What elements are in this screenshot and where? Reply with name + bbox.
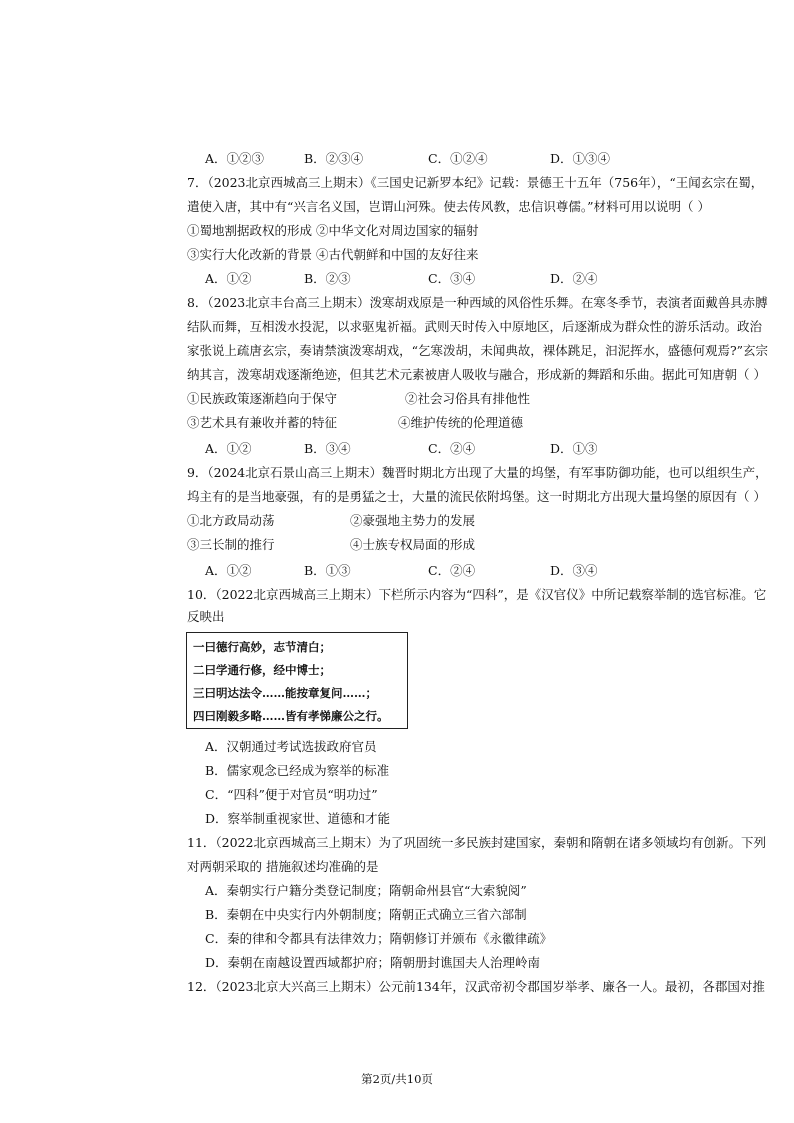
- q10-option-c: C．“四科”便于对官员“明功过”: [205, 787, 378, 802]
- q8-item: ②社会习俗具有排他性: [405, 391, 531, 406]
- q9-item: ④士族专权局面的形成: [350, 537, 476, 552]
- q11-option-b: B．秦朝在中央实行内外朝制度；隋朝正式确立三省六部制: [205, 907, 527, 922]
- q7-stem-line: 7．（2023北京西城高三上期末）《三国史记新罗本纪》记载：景德王十五年（756年），“王闻玄宗在蜀，: [187, 175, 764, 190]
- box-line: 三曰明达法令……能按章复问……；: [193, 686, 377, 700]
- q8-stem-line: 纳其言，泼寒胡戏逐渐绝迹，但其艺术元素被唐人吸收与融合，形成新的舞蹈和乐曲。据此可知唐朝（ ）: [187, 367, 766, 382]
- q8-option-a: A．①②: [205, 441, 252, 456]
- q8-option-c: C．②④: [428, 441, 476, 456]
- q9-stem-line: 9．（2024北京石景山高三上期末）魏晋时期北方出现了大量的坞堡，有军事防御功能，也可以组织生产，: [187, 465, 768, 480]
- q10-option-d: D．察举制重视家世、道德和才能: [205, 811, 391, 826]
- four-categories-box: [186, 632, 408, 729]
- q8-stem-line: 结队而舞，互相泼水投泥，以求驱鬼祈福。武则天时传入中原地区，后逐渐成为群众性的游乐活动。政治: [187, 319, 763, 334]
- q10-option-b: B．儒家观念已经成为察举的标准: [205, 763, 390, 778]
- q12-stem-line: 12．（2023北京大兴高三上期末）公元前134年，汉武帝初令郡国岁举孝、廉各一人。最初，各郡国对推: [187, 979, 765, 994]
- q6-option-a: A．①②③: [205, 151, 265, 166]
- q9-item: ③三长制的推行: [187, 537, 275, 552]
- q9-stem-line: 坞主有的是当地豪强，有的是勇猛之士，大量的流民依附坞堡。这一时期北方出现大量坞堡的原因有（ ）: [187, 489, 766, 504]
- q9-option-c: C．②④: [428, 563, 476, 578]
- box-line: 二曰学通行修，经中博士；: [193, 663, 331, 677]
- box-line: 四曰刚毅多略……皆有孝悌廉公之行。: [193, 709, 389, 723]
- q11-stem-line: 对两朝采取的 措施叙述均准确的是: [187, 859, 379, 874]
- q7-option-c: C．③④: [428, 271, 476, 286]
- q8-option-b: B．③④: [304, 441, 351, 456]
- q7-option-b: B．②③: [304, 271, 351, 286]
- box-line: 一曰德行高妙，志节清白；: [193, 640, 331, 654]
- q6-option-c: C．①②④: [428, 151, 488, 166]
- q9-option-a: A．①②: [205, 563, 252, 578]
- q9-item: ①北方政局动荡: [187, 513, 275, 528]
- q7-option-d: D．②④: [550, 271, 598, 286]
- q7-item-line: ①蜀地割据政权的形成 ②中华文化对周边国家的辐射: [187, 223, 479, 238]
- q6-option-d: D．①③④: [550, 151, 611, 166]
- q10-stem-line: 反映出: [187, 609, 225, 624]
- q8-item: ③艺术具有兼收并蓄的特征: [187, 415, 338, 430]
- q8-item: ①民族政策逐渐趋向于保守: [187, 391, 338, 406]
- q7-stem-line: 遣使入唐，其中有“兴言名义国，岂谓山河殊。使去传风教，忠信识尊儒。”材料可用以说明（ ）: [187, 199, 711, 214]
- q8-item: ④维护传统的伦理道德: [398, 415, 524, 430]
- page-number: 第2页/共10页: [361, 1072, 433, 1086]
- q7-option-a: A．①②: [205, 271, 252, 286]
- q6-option-b: B．②③④: [304, 151, 364, 166]
- q9-option-b: B．①③: [304, 563, 351, 578]
- q11-stem-line: 11．（2022北京西城高三上期末）为了巩固统一多民族封建国家，秦朝和隋朝在诸多领域均有创新。下列: [187, 835, 766, 850]
- q8-stem-line: 家张说上疏唐玄宗，奏请禁演泼寒胡戏，“乞寒泼胡，未闻典故，裸体跳足，汩泥挥水，盛德何观焉?”玄宗: [187, 343, 769, 358]
- q11-option-d: D．秦朝在南越设置西域都护府；隋朝册封谯国夫人治理岭南: [205, 955, 541, 970]
- q10-stem-line: 10．（2022北京西城高三上期末）下栏所示内容为“四科”，是《汉官仪》中所记载察举制的选官标准。它: [187, 587, 767, 602]
- q8-option-d: D．①③: [550, 441, 598, 456]
- q7-item-line: ③实行大化改新的背景 ④古代朝鲜和中国的友好往来: [187, 247, 479, 262]
- q8-stem-line: 8．（2023北京丰台高三上期末）泼寒胡戏原是一种西域的风俗性乐舞。在寒冬季节，表演者面戴兽具赤膊: [187, 295, 768, 310]
- q10-option-a: A．汉朝通过考试选拔政府官员: [205, 739, 377, 754]
- q11-option-a: A．秦朝实行户籍分类登记制度；隋朝命州县官“大索貌阅”: [205, 883, 527, 898]
- q9-item: ②豪强地主势力的发展: [350, 513, 476, 528]
- q11-option-c: C．秦的律和令都具有法律效力；隋朝修订并颁布《永徽律疏》: [205, 931, 553, 946]
- q9-option-d: D．③④: [550, 563, 598, 578]
